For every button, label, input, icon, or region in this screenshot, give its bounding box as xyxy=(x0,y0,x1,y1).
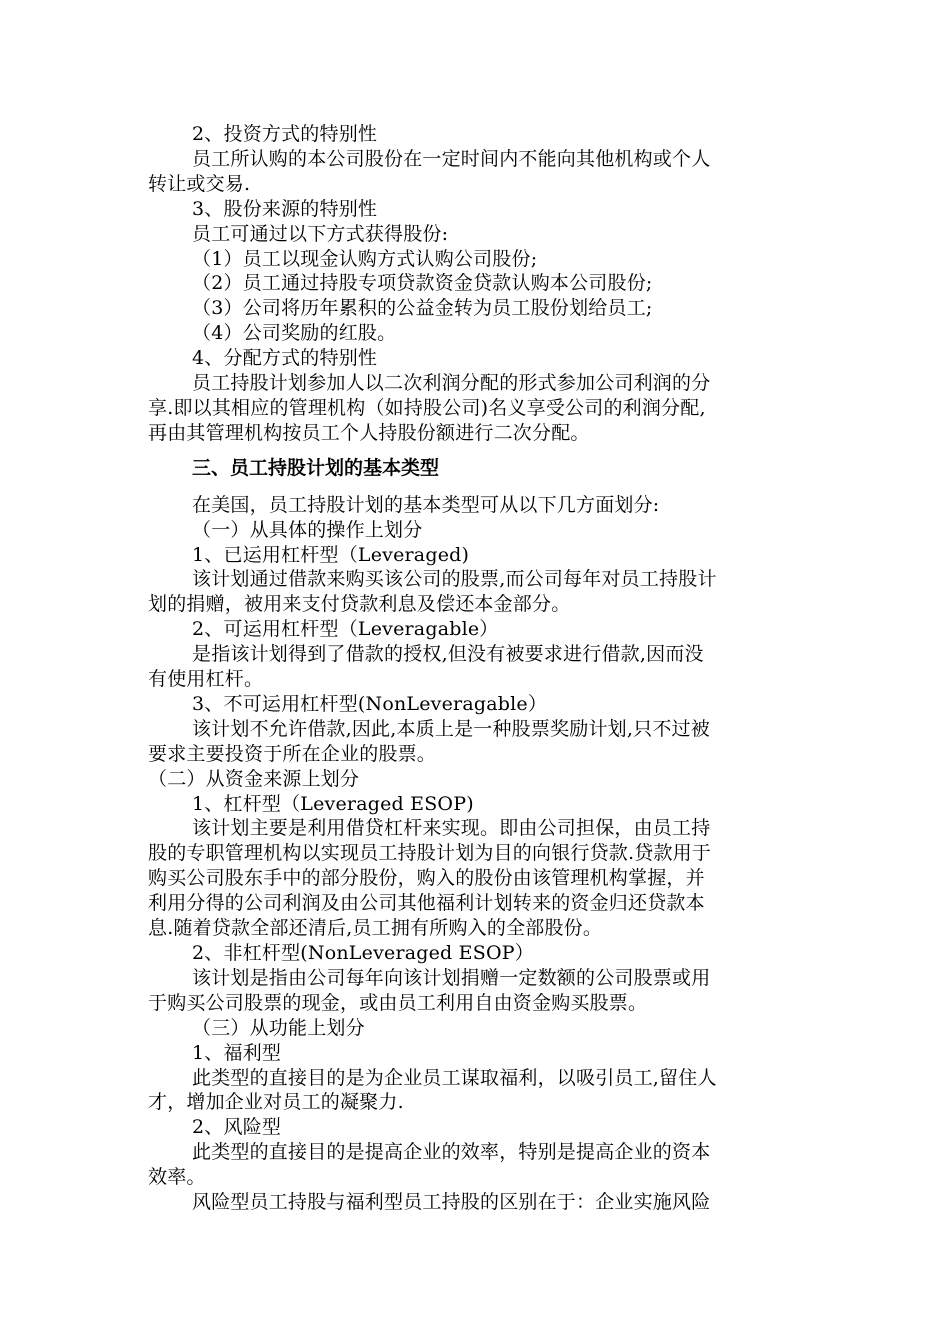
text-line: 此类型的直接目的是为企业员工谋取福利，以吸引员工,留住人 xyxy=(192,1066,717,1089)
document-body xyxy=(148,122,808,1215)
section-heading: 三、员工持股计划的基本类型 xyxy=(192,456,440,479)
text-line: （2）员工通过持股专项贷款资金贷款认购本公司股份; xyxy=(192,272,653,295)
text-line: 该计划通过借款来购买该公司的股票,而公司每年对员工持股计 xyxy=(192,568,717,591)
text-line: 风险型员工持股与福利型员工持股的区别在于：企业实施风险 xyxy=(192,1191,711,1214)
text-line: （三）从功能上划分 xyxy=(192,1016,365,1039)
text-line: 1、福利型 xyxy=(192,1041,282,1064)
text-line: 员工所认购的本公司股份在一定时间内不能向其他机构或个人 xyxy=(192,147,711,170)
text-line: 2、非杠杆型(NonLeveraged ESOP） xyxy=(192,942,534,964)
text-line: 该计划是指由公司每年向该计划捐赠一定数额的公司股票或用 xyxy=(192,966,711,989)
text-line: 购买公司股东手中的部分股份，购入的股份由该管理机构掌握，并 xyxy=(148,867,705,890)
text-line: （3）公司将历年累积的公益金转为员工股份划给员工; xyxy=(192,297,653,320)
text-line: 利用分得的公司利润及由公司其他福利计划转来的资金归还贷款本 xyxy=(148,892,705,915)
text-line: 再由其管理机构按员工个人持股份额进行二次分配。 xyxy=(148,421,590,444)
text-line: 4、分配方式的特别性 xyxy=(192,347,378,370)
text-line: 3、股份来源的特别性 xyxy=(192,197,378,220)
text-line: 息.随着贷款全部还清后,员工拥有所购入的全部股份。 xyxy=(148,917,603,940)
text-line: 员工可通过以下方式获得股份: xyxy=(192,222,449,245)
text-line: 在美国，员工持股计划的基本类型可从以下几方面划分: xyxy=(192,493,660,516)
text-line: 有使用杠杆。 xyxy=(148,668,264,691)
text-line: （一）从具体的操作上划分 xyxy=(192,518,423,541)
text-line: 此类型的直接目的是提高企业的效率，特别是提高企业的资本 xyxy=(192,1141,711,1164)
text-line: 2、投资方式的特别性 xyxy=(192,123,378,145)
text-line: 1、杠杆型（Leveraged ESOP) xyxy=(192,792,474,815)
text-line: 于购买公司股票的现金，或由员工利用自由资金购买股票。 xyxy=(148,991,648,1014)
text-line: 转让或交易. xyxy=(148,172,251,195)
text-line: 才，增加企业对员工的凝聚力. xyxy=(148,1091,404,1114)
text-line: 3、不可运用杠杆型(NonLeveragable） xyxy=(192,692,548,715)
text-line: 2、风险型 xyxy=(192,1116,282,1139)
text-line: （二）从资金来源上划分 xyxy=(148,767,360,790)
text-line: 股的专职管理机构以实现员工持股计划为目的向银行贷款.贷款用于 xyxy=(148,842,712,865)
text-line: 享.即以其相应的管理机构（如持股公司)名义享受公司的利润分配, xyxy=(148,396,706,419)
text-line: 1、已运用杠杆型（Leveraged) xyxy=(192,543,470,566)
text-line: 要求主要投资于所在企业的股票。 xyxy=(148,742,437,765)
text-line: （1）员工以现金认购方式认购公司股份; xyxy=(192,247,538,270)
text-line: （4）公司奖励的红股。 xyxy=(192,322,397,345)
text-line: 效率。 xyxy=(148,1166,206,1189)
text-line: 该计划不允许借款,因此,本质上是一种股票奖励计划,只不过被 xyxy=(192,717,710,740)
text-line: 2、可运用杠杆型（Leveragable） xyxy=(192,618,499,641)
text-line: 该计划主要是利用借贷杠杆来实现。即由公司担保，由员工持 xyxy=(192,817,711,840)
text-line: 划的捐赠，被用来支付贷款利息及偿还本金部分。 xyxy=(148,593,571,616)
text-line: 员工持股计划参加人以二次利润分配的形式参加公司利润的分 xyxy=(192,372,711,395)
text-line: 是指该计划得到了借款的授权,但没有被要求进行借款,因而没 xyxy=(192,643,704,666)
